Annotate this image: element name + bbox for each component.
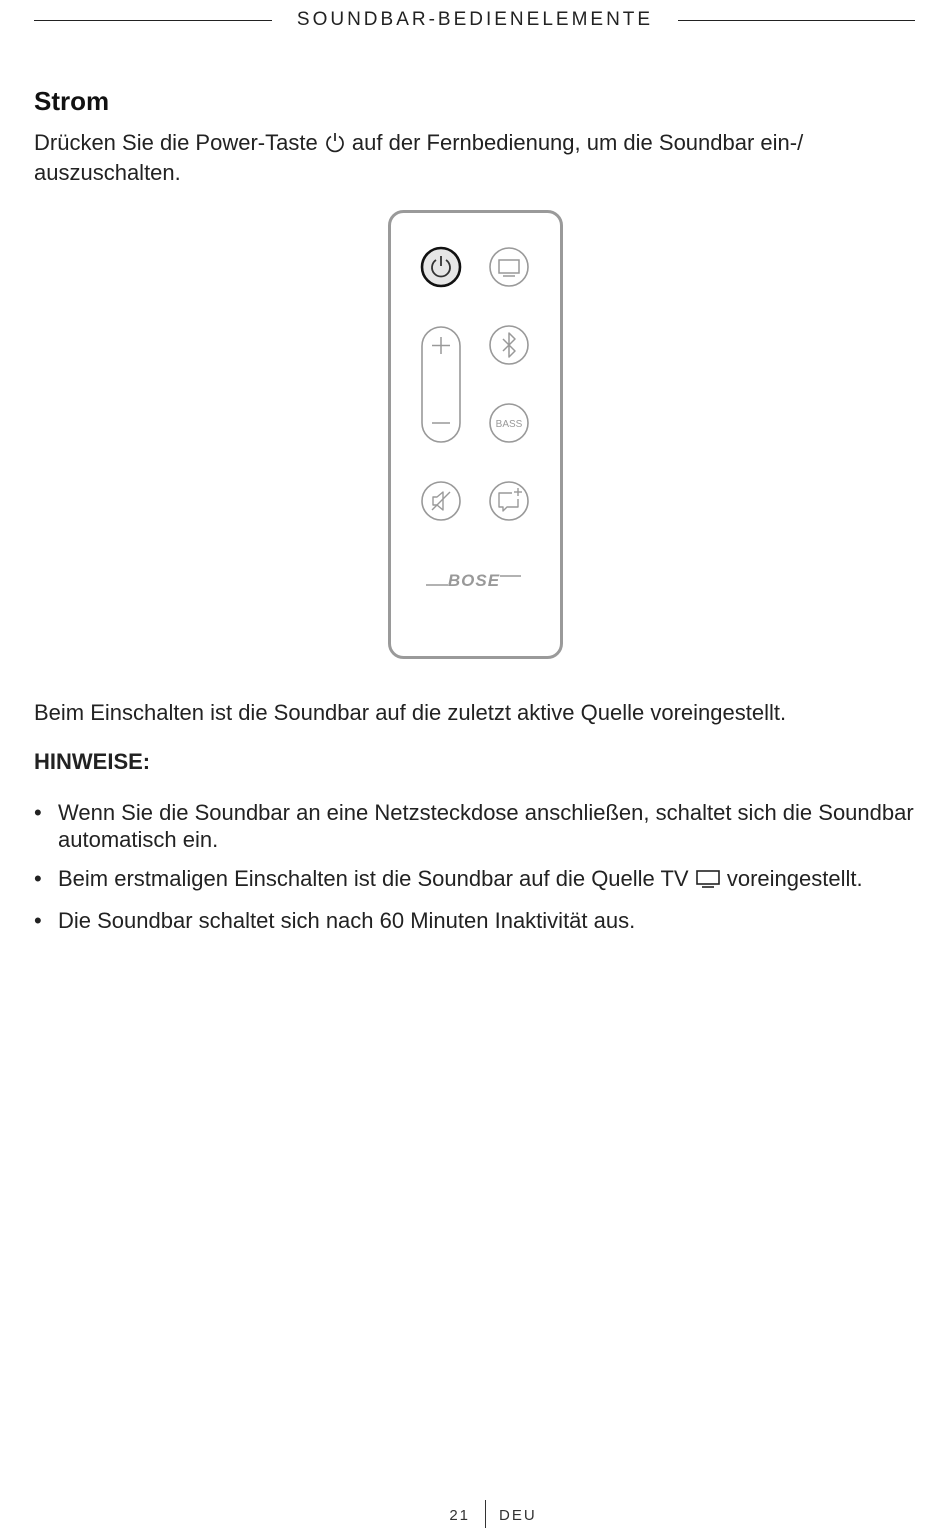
note-text-start: Beim erstmaligen Einschalten ist die Soundbar auf die Quelle TV xyxy=(58,866,695,891)
bluetooth-button xyxy=(490,326,528,364)
header-title: SOUNDBAR-BEDIENELEMENTE xyxy=(296,9,654,30)
remote-illustration xyxy=(388,210,563,665)
intro-text-end: auf der Fernbedienung, um die Soundbar ein-/ auszuschalten. xyxy=(34,130,804,185)
bullet: • xyxy=(34,866,42,891)
tv-icon xyxy=(695,868,721,895)
bullet: • xyxy=(34,800,42,825)
intro-paragraph xyxy=(34,129,904,186)
bass-label: BASS xyxy=(495,419,523,430)
header-rule-left xyxy=(34,20,272,21)
note-text-end: voreingestellt. xyxy=(720,866,863,891)
list-item xyxy=(34,865,924,895)
power-button xyxy=(422,248,460,286)
remote-body xyxy=(390,212,562,658)
action-button xyxy=(490,482,528,520)
tv-button xyxy=(490,248,528,286)
bass-button xyxy=(490,404,528,442)
header-rule-right xyxy=(678,20,915,21)
note-text: Wenn Sie die Soundbar an eine Netzsteckdose anschließen, schaltet sich die Soundbar automatisch ein. xyxy=(58,800,914,852)
bullet: • xyxy=(34,908,42,933)
list-item xyxy=(34,799,924,853)
list-item xyxy=(34,907,924,934)
notes-title: HINWEISE: xyxy=(34,749,151,774)
note-text: Die Soundbar schaltet sich nach 60 Minuten Inaktivität aus. xyxy=(58,908,636,933)
mute-button xyxy=(422,482,460,520)
intro-text-start: Drücken Sie die Power-Taste xyxy=(34,130,324,155)
bose-logo: BOSE xyxy=(447,571,501,590)
power-icon xyxy=(324,131,346,159)
language-code: DEU xyxy=(499,1507,537,1524)
volume-rocker xyxy=(422,327,460,442)
section-title: Strom xyxy=(34,86,110,116)
footer-divider xyxy=(485,1500,486,1528)
notes-list xyxy=(34,799,924,946)
page-footer xyxy=(0,1500,950,1528)
after-image-paragraph: Beim Einschalten ist die Soundbar auf die zuletzt aktive Quelle voreingestellt. xyxy=(34,700,787,725)
page-number: 21 xyxy=(449,1507,470,1524)
